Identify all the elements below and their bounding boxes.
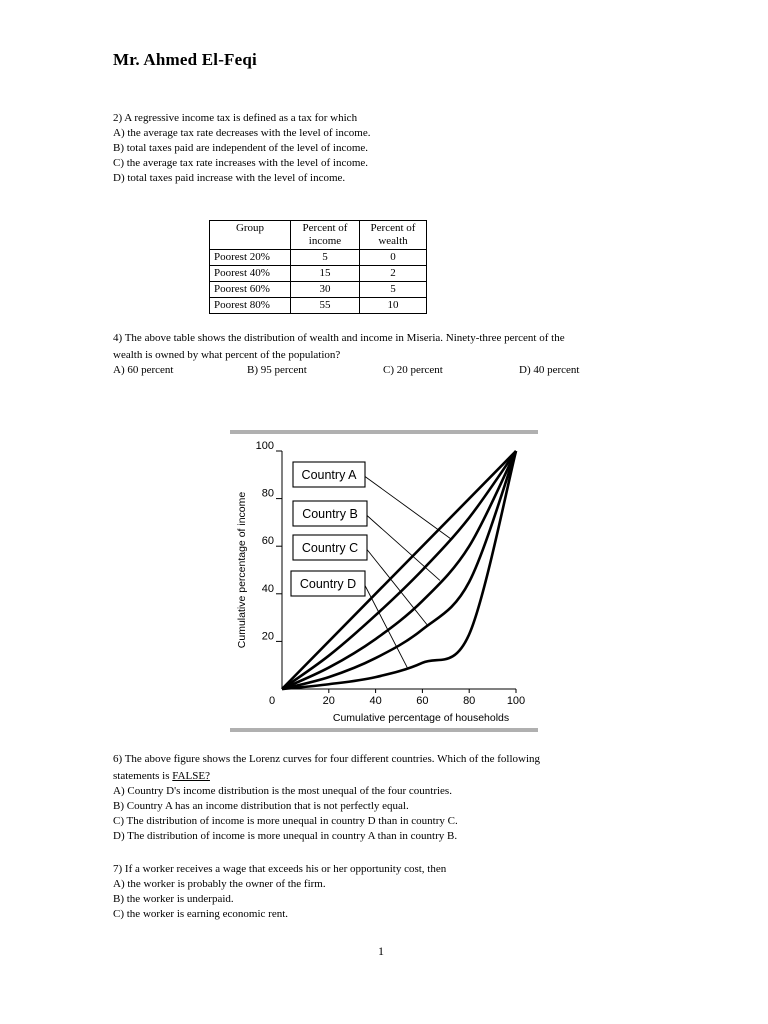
header-income-line1: Percent of (302, 222, 348, 234)
table-header-group (210, 221, 291, 250)
chart-bottom-rule (230, 728, 538, 732)
table-cell-income: 55 (291, 298, 360, 314)
y-axis-title: Cumulative percentage of income (236, 491, 248, 649)
x-axis-title: Cumulative percentage of households (332, 712, 510, 724)
q6-false-emphasis: FALSE? (172, 770, 210, 782)
label-leader-line (367, 516, 440, 581)
table-row (210, 266, 427, 282)
x-tick-label: 0 (268, 695, 276, 707)
table-cell-wealth: 5 (360, 282, 427, 298)
table-row (210, 250, 427, 266)
country-label-text: Country C (301, 541, 359, 555)
distribution-table (209, 220, 427, 314)
q2-option-d: D) total taxes paid increase with the level of income. (113, 172, 346, 184)
q4-choice-a: A) 60 percent (113, 364, 174, 376)
x-tick-label: 40 (369, 695, 382, 707)
x-tick-label: 60 (416, 695, 429, 707)
page-title: Mr. Ahmed El-Feqi (113, 50, 257, 69)
q7-stem: 7) If a worker receives a wage that exceeds his or her opportunity cost, then (113, 863, 447, 875)
table-cell-income: 30 (291, 282, 360, 298)
header-income-line2: income (308, 235, 342, 247)
x-tick-label: 80 (463, 695, 476, 707)
q7-option-b: B) the worker is underpaid. (113, 893, 234, 905)
x-tick-label: 20 (322, 695, 335, 707)
q2-option-c: C) the average tax rate increases with the level of income. (113, 157, 369, 169)
table-header-income (291, 221, 360, 250)
label-leader-line (365, 477, 450, 539)
y-tick-label: 100 (255, 440, 274, 452)
table-cell-income: 5 (291, 250, 360, 266)
table-cell-group: Poorest 60% (210, 282, 291, 298)
table-cell-income: 15 (291, 266, 360, 282)
q2-stem: 2) A regressive income tax is defined as a tax for which (113, 112, 358, 124)
table-header-row (210, 221, 427, 250)
table-cell-wealth: 10 (360, 298, 427, 314)
country-label-text: Country D (299, 577, 357, 591)
q6-line2-prefix: statements is (113, 770, 173, 782)
table-cell-group: Poorest 20% (210, 250, 291, 266)
q4-line1: 4) The above table shows the distribution of wealth and income in Miseria. Ninety-three percent of the (113, 332, 565, 344)
chart-top-rule (230, 430, 538, 434)
q2-option-a: A) the average tax rate decreases with the level of income. (113, 127, 371, 139)
q4-line2: wealth is owned by what percent of the population? (113, 349, 341, 361)
q4-choice-c: C) 20 percent (383, 364, 443, 376)
lorenz-curve-chart (230, 428, 540, 734)
x-tick-label: 100 (506, 695, 526, 707)
q4-choice-d: D) 40 percent (519, 364, 580, 376)
q2-option-b: B) total taxes paid are independent of the level of income. (113, 142, 369, 154)
table-row (210, 282, 427, 298)
header-wealth-line2: wealth (378, 235, 408, 247)
country-label-text: Country A (301, 468, 357, 482)
q6-option-d: D) The distribution of income is more unequal in country A than in country B. (113, 830, 458, 842)
table-row (210, 298, 427, 314)
q6-option-a: A) Country D's income distribution is the most unequal of the four countries. (113, 785, 452, 797)
country-label-text: Country B (302, 507, 358, 521)
y-tick-label: 20 (261, 630, 274, 643)
table-cell-group: Poorest 40% (210, 266, 291, 282)
q6-option-c: C) The distribution of income is more unequal in country D than in country C. (113, 815, 458, 827)
table-cell-wealth: 2 (360, 266, 427, 282)
y-tick-label: 40 (261, 582, 274, 595)
q7-option-a: A) the worker is probably the owner of the firm. (113, 878, 326, 890)
q6-line2 (113, 769, 210, 784)
q4-choice-b: B) 95 percent (247, 364, 307, 376)
header-group-text: Group (235, 222, 265, 234)
table-cell-wealth: 0 (360, 250, 427, 266)
y-tick-label: 60 (261, 535, 274, 548)
header-wealth-line1: Percent of (370, 222, 416, 234)
q6-option-b: B) Country A has an income distribution that is not perfectly equal. (113, 800, 409, 812)
label-leader-line (365, 586, 407, 668)
table-cell-group: Poorest 80% (210, 298, 291, 314)
table-header-wealth (360, 221, 427, 250)
q6-line1: 6) The above figure shows the Lorenz curves for four different countries. Which of the following (113, 753, 541, 765)
page-number: 1 (378, 944, 384, 958)
y-tick-label: 80 (261, 487, 274, 500)
q7-option-c: C) the worker is earning economic rent. (113, 908, 289, 920)
